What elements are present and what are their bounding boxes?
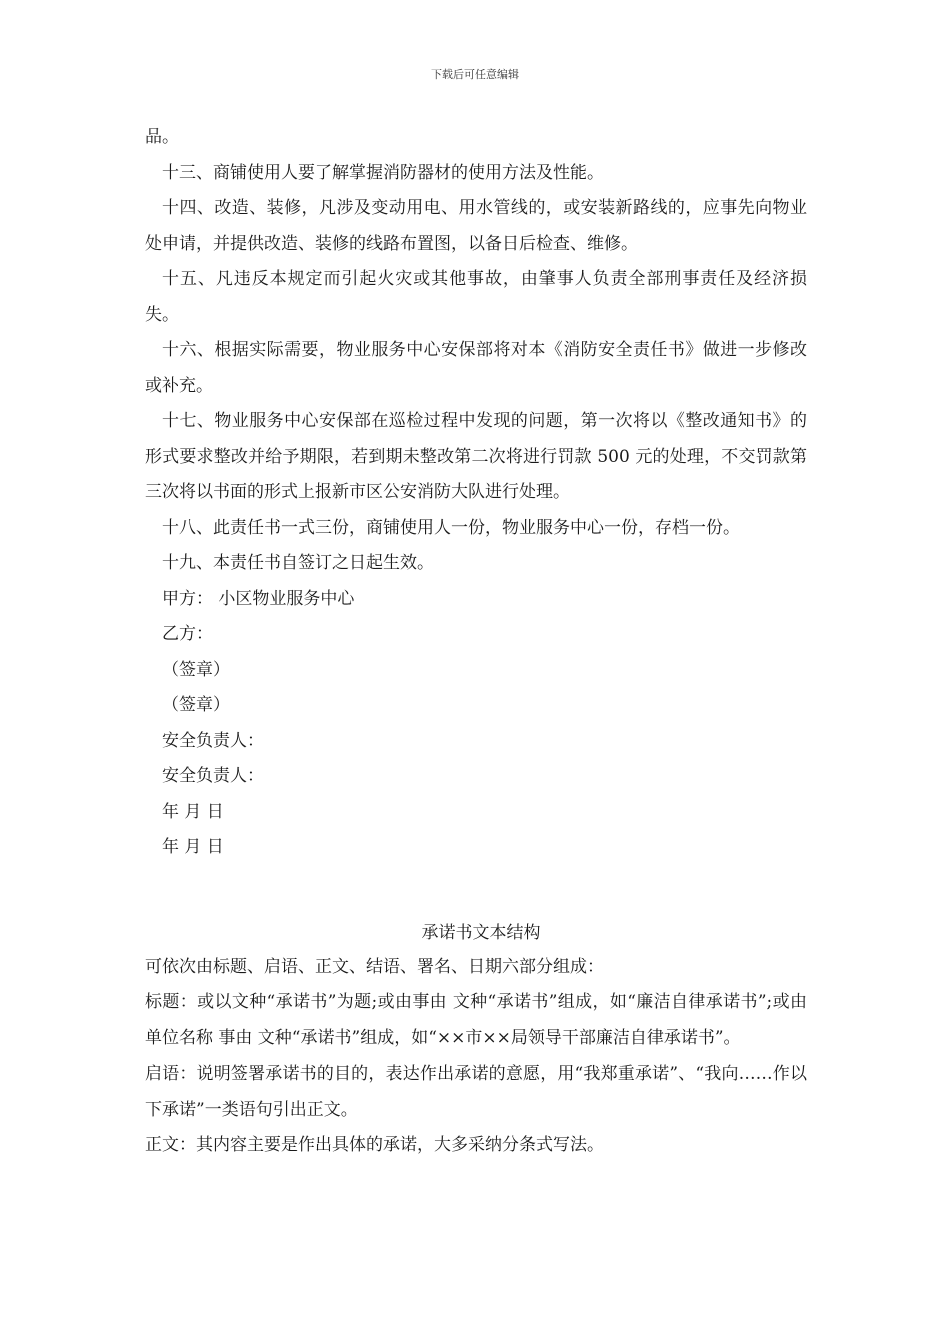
safety-officer-label: 安全负责人： (162, 730, 264, 751)
paragraph: 可依次由标题、启语、正文、结语、署名、日期六部分组成： (145, 956, 604, 977)
section-divider (145, 866, 807, 916)
date-label: 年 月 日 (162, 801, 224, 822)
paragraph: 十六、根据实际需要，物业服务中心安保部将对本《消防安全责任书》做进一步修改或补充。 (145, 340, 807, 396)
signature-party-b: 乙方： (162, 624, 213, 644)
paragraph: 十八、此责任书一式三份，商铺使用人一份，物业服务中心一份，存档一份。 (162, 517, 740, 538)
paragraph: 标题：或以文种“承诺书”为题;或由事由 文种“承诺书”组成，如“廉洁自律承诺书”;或由单位名称 事由 文种“承诺书”组成，如“××市××局领导干部廉洁自律承诺书”。 (145, 991, 807, 1048)
paragraph: 正文：其内容主要是作出具体的承诺，大多采纳分条式写法。 (145, 1134, 604, 1155)
date-label: 年 月 日 (162, 837, 224, 857)
section-title: 承诺书文本结构 (421, 922, 541, 943)
document-body (145, 120, 807, 1162)
paragraph: 十三、商铺使用人要了解掌握消防器材的使用方法及性能。 (162, 162, 604, 183)
paragraph: 十五、凡违反本规定而引起火灾或其他事故，由肇事人负责全部刑事责任及经济损失。 (145, 269, 807, 325)
seal-label: （签章） (162, 659, 230, 680)
signature-party-a: 甲方： 小区物业服务中心 (162, 588, 355, 609)
page-header-note: 下载后可任意编辑 (431, 68, 519, 81)
section-commitment-structure (145, 916, 807, 1162)
paragraph: 十七、物业服务中心安保部在巡检过程中发现的问题，第一次将以《整改通知书》的形式要求整改并给予期限，若到期未整改第二次将进行罚款 500 元的处理，不交罚款第三次将以书面的形式上报新市区公安消防大队进行处理。 (145, 411, 807, 502)
seal-label: （签章） (162, 695, 230, 715)
paragraph: 品。 (145, 127, 179, 147)
paragraph: 十九、本责任书自签订之日起生效。 (162, 553, 434, 573)
paragraph: 启语：说明签署承诺书的目的，表达作出承诺的意愿，用“我郑重承诺”、“我向……作以下承诺”一类语句引出正文。 (145, 1063, 807, 1120)
paragraph: 十四、改造、装修，凡涉及变动用电、用水管线的，或安装新路线的，应事先向物业处申请，并提供改造、装修的线路布置图，以备日后检查、维修。 (145, 198, 807, 254)
safety-officer-label: 安全负责人： (162, 766, 264, 786)
